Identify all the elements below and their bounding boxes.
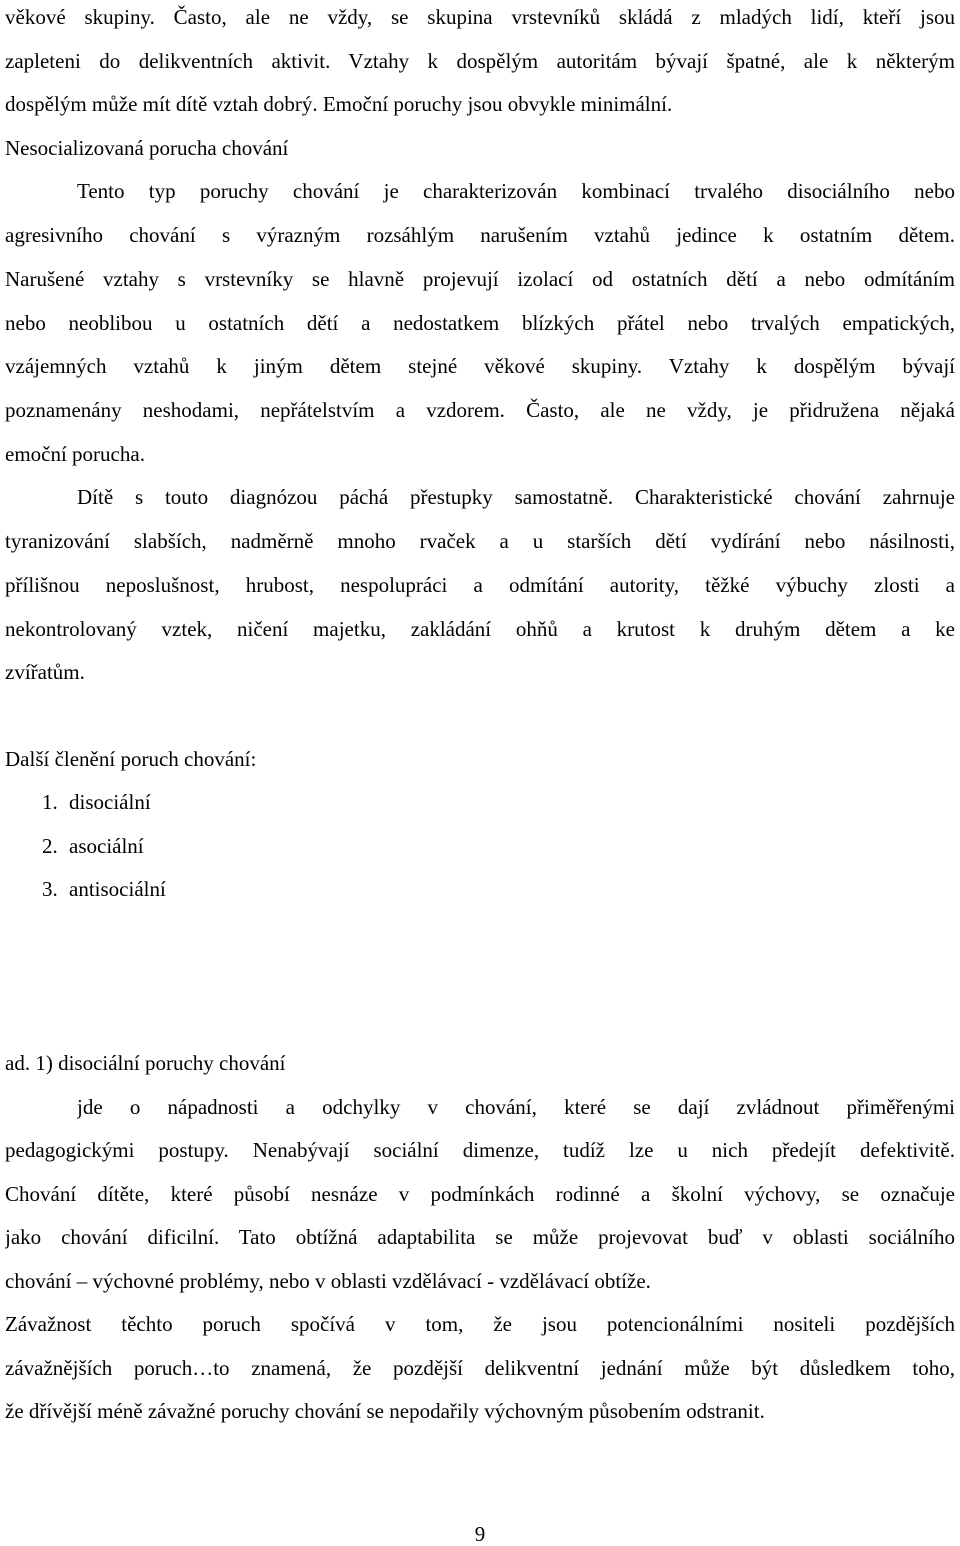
text-line: Tento typ poruchy chování je charakterizován kombinací trvalého disociálního nebo — [77, 179, 955, 203]
text-line: že dřívější méně závažné poruchy chování se nepodařily výchovným působením odstranit. — [5, 1399, 765, 1423]
list-item — [42, 834, 144, 858]
list-heading: Další členění poruch chování: — [5, 747, 257, 771]
text-line: nebo neoblibou u ostatních dětí a nedostatkem blízkých přátel nebo trvalých empatických, — [5, 311, 955, 335]
list-item-number: 2. — [42, 834, 58, 858]
text-line: emoční porucha. — [5, 442, 145, 466]
list-item-text: disociální — [69, 790, 151, 814]
section-heading: Nesocializovaná porucha chování — [5, 136, 289, 160]
text-line: Závažnost těchto poruch spočívá v tom, že jsou potencionálními nositeli pozdějších — [5, 1312, 955, 1336]
text-line: Chování dítěte, které působí nesnáze v podmínkách rodinné a školní výchovy, se označuje — [5, 1182, 955, 1206]
text-line: agresivního chování s výrazným rozsáhlým narušením vztahů jedince k ostatním dětem. — [5, 223, 955, 247]
page-number: 9 — [474, 1522, 486, 1546]
text-line: poznamenány neshodami, nepřátelstvím a vzdorem. Často, ale ne vždy, je přidružena nějaká — [5, 398, 955, 422]
text-line: pedagogickými postupy. Nenabývají sociální dimenze, tudíž lze u nich předejít defektivitě. — [5, 1138, 955, 1162]
list-item-text: antisociální — [69, 877, 166, 901]
text-line: tyranizování slabších, nadměrně mnoho rvaček a u starších dětí vydírání nebo násilnosti, — [5, 529, 955, 553]
list-item-number: 3. — [42, 877, 58, 901]
text-line: jde o nápadnosti a odchylky v chování, které se dají zvládnout přiměřenými — [77, 1095, 955, 1119]
list-item-text: asociální — [69, 834, 144, 858]
text-line: chování – výchovné problémy, nebo v oblasti vzdělávací - vzdělávací obtíže. — [5, 1269, 651, 1293]
list-item-number: 1. — [42, 790, 58, 814]
list-item — [42, 790, 151, 814]
text-line: zvířatům. — [5, 660, 85, 684]
text-line: zapleteni do delikventních aktivit. Vztahy k dospělým autoritám bývají špatné, ale k některým — [5, 49, 955, 73]
text-line: nekontrolovaný vztek, ničení majetku, zakládání ohňů a krutost k druhým dětem a ke — [5, 617, 955, 641]
text-line: vzájemných vztahů k jiným dětem stejné věkové skupiny. Vztahy k dospělým bývají — [5, 354, 955, 378]
text-line: věkové skupiny. Často, ale ne vždy, se skupina vrstevníků skládá z mladých lidí, kteří jsou — [5, 5, 955, 29]
text-line: Dítě s touto diagnózou páchá přestupky samostatně. Charakteristické chování zahrnuje — [77, 485, 955, 509]
list-item — [42, 877, 166, 901]
section-heading: ad. 1) disociální poruchy chování — [5, 1051, 286, 1075]
text-line: závažnějších poruch…to znamená, že pozdější delikventní jednání může být důsledkem toho, — [5, 1356, 955, 1380]
text-line: přílišnou neposlušnost, hrubost, nespolupráci a odmítání autority, těžké výbuchy zlosti a — [5, 573, 955, 597]
text-line: Narušené vztahy s vrstevníky se hlavně projevují izolací od ostatních dětí a nebo odmítáním — [5, 267, 955, 291]
text-line: jako chování dificilní. Tato obtížná adaptabilita se může projevovat buď v oblasti sociálního — [5, 1225, 955, 1249]
text-line: dospělým může mít dítě vztah dobrý. Emoční poruchy jsou obvykle minimální. — [5, 92, 673, 116]
